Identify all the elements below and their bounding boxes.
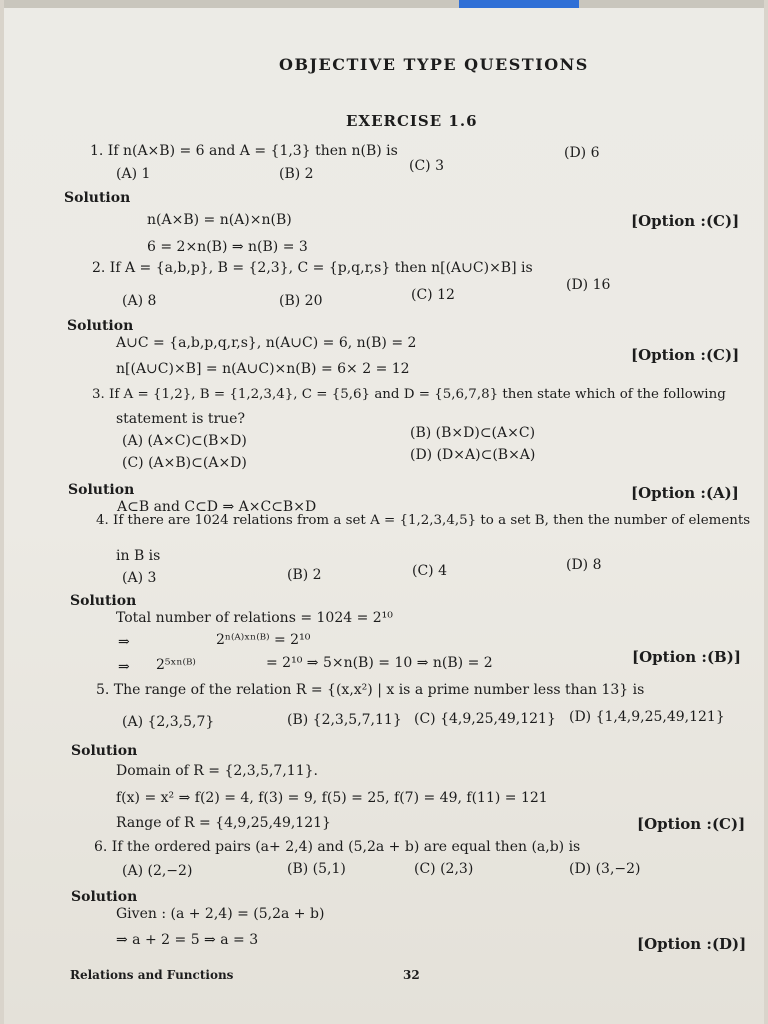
q6-option-b: (B) (5,1) [287,861,346,877]
q4-option-a: (A) 3 [122,570,157,586]
q2-stem: 2. If A = {a,b,p}, B = {2,3}, C = {p,q,r,s} then n[(A∪C)×B] is [92,260,533,276]
q2-option-c: (C) 12 [411,287,455,303]
q3-option-b: (B) (B×D)⊂(A×C) [410,425,536,441]
q3-option-a: (A) (A×C)⊂(B×D) [122,433,247,449]
q4-solution-arrow2: ⇒ [118,659,130,675]
q6-solution-line2: ⇒ a + 2 = 5 ⇒ a = 3 [116,932,259,948]
page-title: OBJECTIVE TYPE QUESTIONS [279,55,589,74]
q3-solution-line1: A⊂B and C⊂D ⇒ A×C⊂B×D [117,499,317,515]
q2-option-d: (D) 16 [566,277,611,293]
q1-option-b: (B) 2 [279,166,314,182]
q5-solution-line2: f(x) = x² ⇒ f(2) = 4, f(3) = 9, f(5) = 25, f(7) = 49, f(11) = 121 [116,790,548,806]
q4-solution-power: 2⁵ˣⁿ⁽ᴮ⁾ [156,657,196,673]
q5-option-c: (C) {4,9,25,49,121} [414,711,556,727]
q3-option-d: (D) (D×A)⊂(B×A) [410,447,536,463]
q1-option-d: (D) 6 [564,145,600,161]
q3-stem-line1: 3. If A = {1,2}, B = {1,2,3,4}, C = {5,6} and D = {5,6,7,8} then state which of the following [92,387,726,402]
textbook-page [4,0,764,1024]
q5-option-b: (B) {2,3,5,7,11} [287,712,402,728]
q1-option-a: (A) 1 [116,166,151,182]
q6-answer: [Option :(D)] [637,935,747,953]
footer-chapter: Relations and Functions [70,968,234,982]
q6-option-d: (D) (3,−2) [569,861,641,877]
q4-option-b: (B) 2 [287,567,322,583]
exercise-heading: EXERCISE 1.6 [346,112,478,130]
q1-solution-label: Solution [64,190,131,206]
q6-solution-label: Solution [71,889,138,905]
q4-stem-line2: in B is [116,548,161,564]
q5-stem: 5. The range of the relation R = {(x,x²) | x is a prime number less than 13} is [96,682,645,698]
q1-answer: [Option :(C)] [631,212,740,230]
q5-solution-line1: Domain of R = {2,3,5,7,11}. [116,763,318,779]
q6-option-a: (A) (2,−2) [122,863,193,879]
q3-answer: [Option :(A)] [631,484,739,502]
q4-solution-arrow1: ⇒ [118,634,130,650]
top-edge [4,0,764,8]
q6-option-c: (C) (2,3) [414,861,474,877]
q4-stem-line1: 4. If there are 1024 relations from a set A = {1,2,3,4,5} to a set B, then the number of elements [96,513,751,528]
q3-solution-label: Solution [68,482,135,498]
top-edge-blue [459,0,579,8]
q1-option-c: (C) 3 [409,158,444,174]
q3-option-c: (C) (A×B)⊂(A×D) [122,455,247,471]
q1-stem: 1. If n(A×B) = 6 and A = {1,3} then n(B) is [90,143,398,159]
q5-solution-line3: Range of R = {4,9,25,49,121} [116,815,331,831]
q2-solution-line1: A∪C = {a,b,p,q,r,s}, n(A∪C) = 6, n(B) = 2 [116,335,417,351]
q5-option-d: (D) {1,4,9,25,49,121} [569,709,725,725]
q3-stem-line2: statement is true? [116,411,245,427]
q6-solution-line1: Given : (a + 2,4) = (5,2a + b) [116,906,325,922]
q4-solution-line2: 2ⁿ⁽ᴬ⁾ˣⁿ⁽ᴮ⁾ = 2¹⁰ [216,632,311,648]
q5-solution-label: Solution [71,743,138,759]
q4-solution-label: Solution [70,593,137,609]
q2-option-a: (A) 8 [122,293,157,309]
q2-option-b: (B) 20 [279,293,323,309]
q5-answer: [Option :(C)] [637,815,746,833]
q2-answer: [Option :(C)] [631,346,740,364]
q1-solution-line2: 6 = 2×n(B) ⇒ n(B) = 3 [147,239,308,255]
q2-solution-line2: n[(A∪C)×B] = n(A∪C)×n(B) = 6× 2 = 12 [116,361,410,377]
q4-option-c: (C) 4 [412,563,447,579]
q2-solution-label: Solution [67,318,134,334]
q4-solution-line1: Total number of relations = 1024 = 2¹⁰ [116,610,393,626]
q4-answer: [Option :(B)] [632,648,741,666]
q1-solution-line1: n(A×B) = n(A)×n(B) [147,212,292,228]
page-number: 32 [403,968,420,982]
q5-option-a: (A) {2,3,5,7} [122,714,215,730]
q4-option-d: (D) 8 [566,557,602,573]
q4-solution-line3: = 2¹⁰ ⇒ 5×n(B) = 10 ⇒ n(B) = 2 [266,655,493,671]
q6-stem: 6. If the ordered pairs (a+ 2,4) and (5,2a + b) are equal then (a,b) is [94,839,581,855]
